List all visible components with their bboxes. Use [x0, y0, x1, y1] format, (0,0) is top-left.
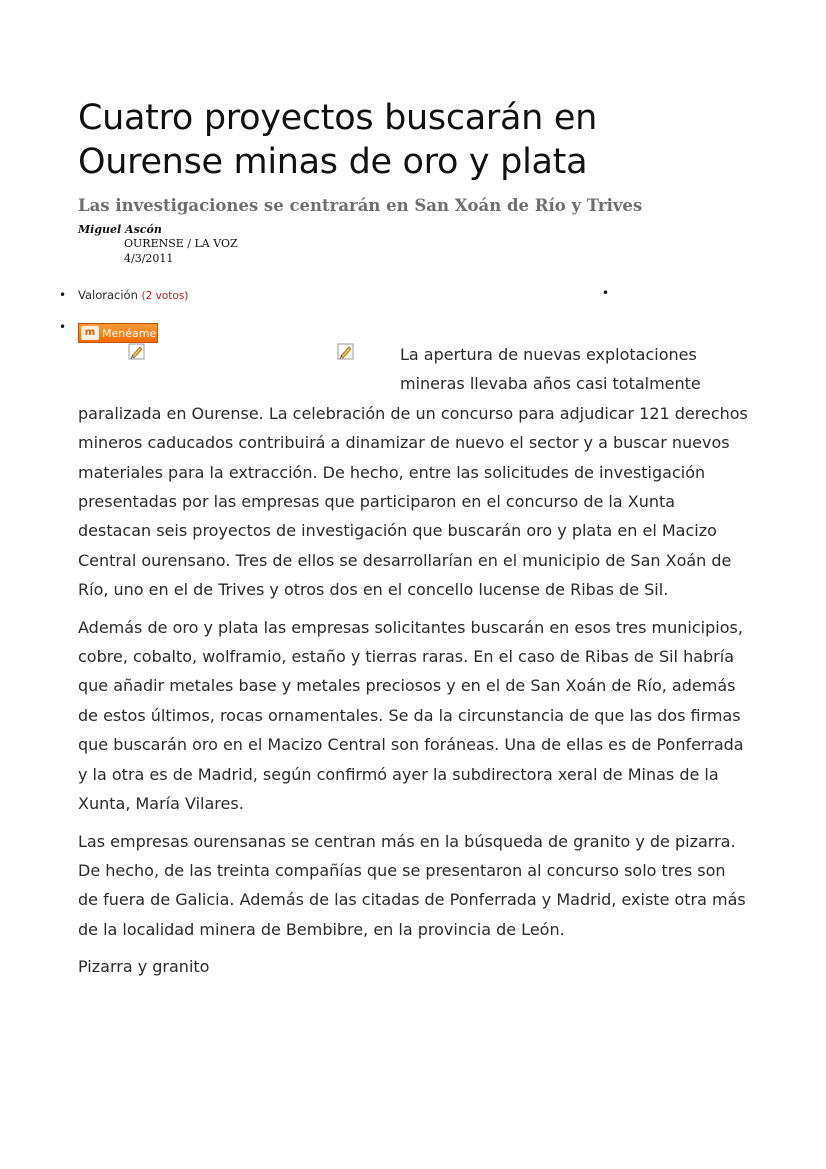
broken-image-icon [337, 343, 355, 361]
article-date: 4/3/2011 [124, 252, 174, 265]
paragraph-2: Además de oro y plata las empresas solicitantes buscarán en esos tres municipios, cobre, cobalto, wolframio, estaño y tierras raras. En el caso de Ribas de Sil habría que añadir metales base y metales preciosos y en el de San Xoán de Río, además de estos últimos, rocas ornamentales. Se da la circunstancia de que las dos firmas que buscarán oro en el Macizo Central son foráneas. Una de ellas es de Ponferrada y la otra es de Madrid, según confirmó ayer la subdirectora xeral de Minas de la Xunta, María Vilares. [78, 617, 744, 814]
paragraph-1: La apertura de nuevas explotaciones mineras llevaba años casi totalmente paralizada en Ourense. La celebración de un concurso para adjudicar 121 derechos mineros caducados contribuirá a dinamizar de nuevo el sector y a buscar nuevos materiales para la extracción. De hecho, entre las solicitudes de investigación presentadas por las empresas que participaron en el concurso de la Xunta destacan seis proyectos de investigación que buscarán oro y plata en el Macizo Central ourensano. Tres de ellos se desarrollarían en el municipio de San Xoán de Río, uno en el de Trives y otros dos en el concello lucense de Ribas de Sil. [78, 345, 748, 600]
meneame-row [59, 320, 748, 342]
page-title: Cuatro proyectos buscarán en Ourense minas de oro y plata [78, 98, 597, 182]
article-body [78, 340, 748, 982]
image-placeholders [78, 340, 400, 396]
rating-votes[interactable]: (2 votos) [141, 290, 189, 302]
bullet-icon: • [59, 288, 67, 302]
rating-label: Valoración [78, 288, 138, 302]
paragraph-3: Las empresas ourensanas se centran más en la búsqueda de granito y de pizarra. De hecho, de las treinta compañías que se presentaron al concurso solo tres son de fuera de Galicia. Además de las citadas de Ponferrada y Madrid, existe otra más de la localidad minera de Bembibre, en la provincia de León. [78, 831, 746, 939]
article-location: OURENSE / LA VOZ [124, 237, 238, 250]
bullet-icon: • [602, 286, 610, 300]
meneame-label: Menéame [102, 326, 157, 340]
section-heading: Pizarra y granito [78, 957, 210, 977]
rating-row [59, 286, 748, 308]
article [59, 96, 748, 990]
article-meta [124, 236, 748, 266]
bullet-icon: • [59, 320, 67, 334]
article-subtitle: Las investigaciones se centrarán en San Xoán de Río y Trives [78, 196, 643, 215]
broken-image-icon [128, 343, 146, 361]
meneame-logo-icon: m [81, 326, 99, 340]
author-name[interactable]: Miguel Ascón [78, 223, 162, 236]
